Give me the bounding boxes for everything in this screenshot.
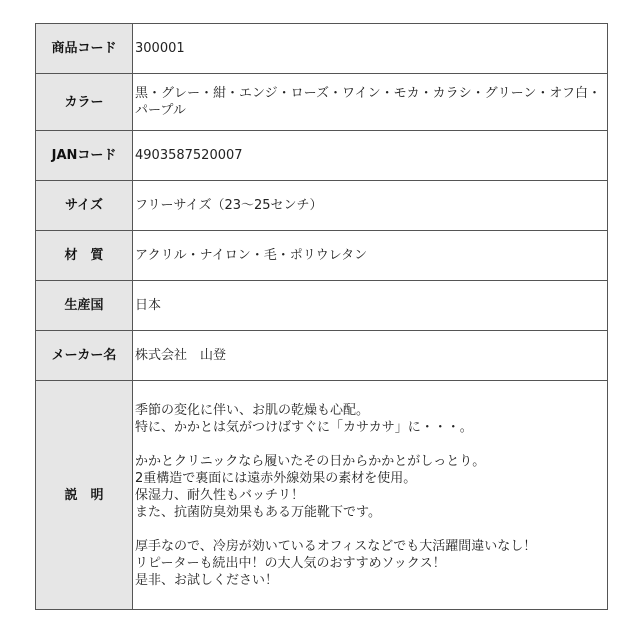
spec-row-color — [36, 74, 608, 131]
product-code-label: 商品コード — [36, 24, 133, 74]
size-value: フリーサイズ（23～25センチ） — [133, 181, 608, 231]
description-value: 季節の変化に伴い、お肌の乾燥も心配。 特に、かかとは気がつけばすぐに「カサカサ」に・・・。 かかとクリニックなら履いたその日からかかとがしっとり。 2重構造で裏面には遠赤外線効果の素材を使用。 保湿力、耐久性もバッチリ！ また、抗菌防臭効果もある万能靴下です。 厚手なので、冷房が効いているオフィスなどでも大活躍間違いなし！ リピーターも続出中！の大人気のおすすめソックス！ 是非、お試しください！ — [133, 381, 608, 610]
spec-row-maker — [36, 331, 608, 381]
spec-row-product-code — [36, 24, 608, 74]
color-label: カラー — [36, 74, 133, 131]
jan-code-value: 4903587520007 — [133, 131, 608, 181]
description-label: 説 明 — [36, 381, 133, 610]
country-label: 生産国 — [36, 281, 133, 331]
jan-code-label: JANコード — [36, 131, 133, 181]
spec-row-description — [36, 381, 608, 610]
country-value: 日本 — [133, 281, 608, 331]
material-value: アクリル・ナイロン・毛・ポリウレタン — [133, 231, 608, 281]
product-code-value: 300001 — [133, 24, 608, 74]
product-spec-table — [35, 23, 608, 610]
spec-row-size — [36, 181, 608, 231]
maker-value: 株式会社 山登 — [133, 331, 608, 381]
spec-row-material — [36, 231, 608, 281]
color-value: 黒・グレー・紺・エンジ・ローズ・ワイン・モカ・カラシ・グリーン・オフ白・ パープル — [133, 74, 608, 131]
maker-label: メーカー名 — [36, 331, 133, 381]
size-label: サイズ — [36, 181, 133, 231]
material-label: 材 質 — [36, 231, 133, 281]
spec-row-country — [36, 281, 608, 331]
spec-row-jan-code — [36, 131, 608, 181]
